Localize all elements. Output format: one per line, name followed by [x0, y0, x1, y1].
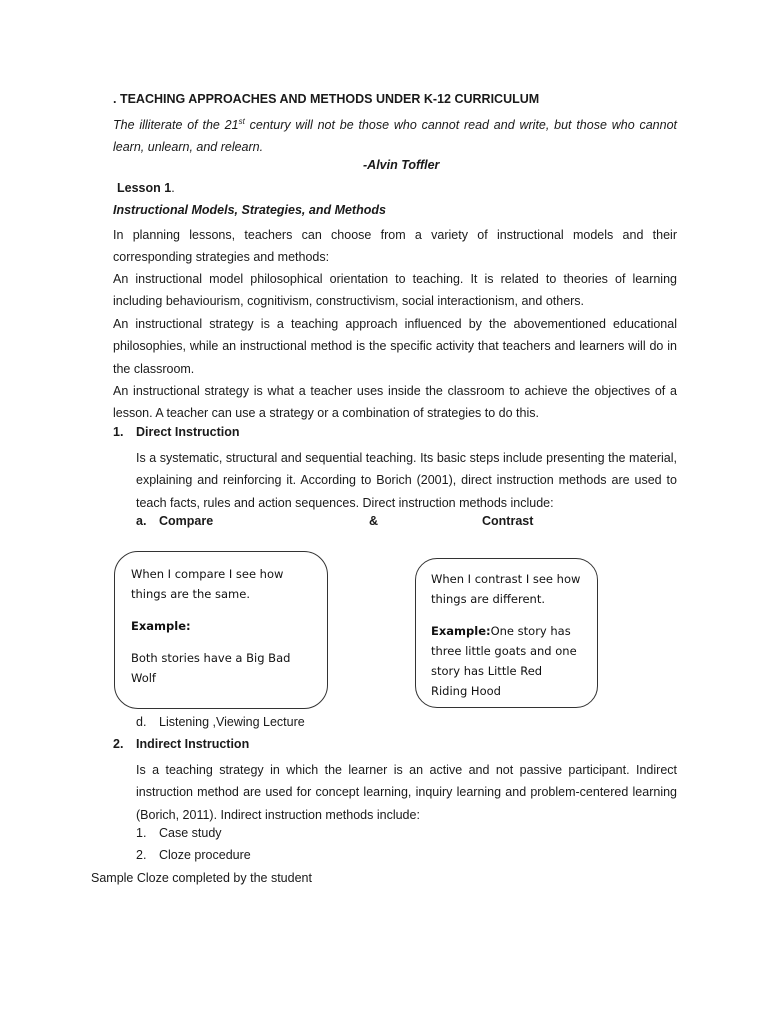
quote-text-post: century will not be those who cannot read and write, but those who cannot learn, unlearn, and relearn. [113, 118, 677, 155]
lesson-subtitle: Instructional Models, Strategies, and Methods [113, 203, 386, 217]
contrast-box-example-text: One story has three little goats and one story has Little Red Riding Hood [431, 624, 577, 698]
contrast-box-example [431, 621, 581, 701]
indirect-body: Is a teaching strategy in which the learner is an active and not passive participant. Indirect instruction method are used for concept learning, inquiry learning and problem-centered learning (Borich, 2011). Indirect instruction methods include: [136, 763, 677, 822]
item-a-contrast: Contrast [482, 514, 534, 528]
paragraph-2: An instructional model philosophical orientation to teaching. It is related to theories of learning including behaviourism, cognitivism, constructivism, social interactionism, and others. [113, 272, 677, 309]
compare-box [114, 551, 328, 709]
indirect-heading-num: 2. [113, 737, 124, 751]
paragraph-1: In planning lessons, teachers can choose from a variety of instructional models and their corresponding strategies and methods: [113, 228, 677, 265]
indirect-item-2-num: 2. [136, 848, 147, 862]
direct-body: Is a systematic, structural and sequential teaching. Its basic steps include presenting the material, explaining and reinforcing it. According to Borich (2001), direct instruction methods are used to teach facts, rules and action sequences. Direct instruction methods include: [136, 451, 677, 510]
indirect-item-1 [136, 826, 222, 840]
indirect-item-1-text: Case study [159, 826, 222, 840]
item-d-num: d. [136, 715, 147, 729]
direct-heading-num: 1. [113, 425, 124, 439]
contrast-box [415, 558, 598, 708]
lesson-label-dot: . [171, 181, 175, 195]
contrast-box-text: When I contrast I see how things are different. [431, 572, 581, 606]
item-a [136, 514, 213, 528]
item-a-num: a. [136, 514, 147, 528]
paragraph-3: An instructional strategy is a teaching approach influenced by the abovementioned educational philosophies, while an instructional method is the specific activity that teachers and learners will do in the classroom. [113, 317, 677, 376]
item-a-ampersand: & [369, 514, 379, 528]
indirect-item-2 [136, 848, 251, 862]
direct-heading-text: Direct Instruction [136, 425, 240, 439]
document-title: . TEACHING APPROACHES AND METHODS UNDER K-12 CURRICULUM [113, 92, 540, 106]
lesson-label [117, 181, 175, 195]
quote-text [113, 111, 677, 159]
compare-box-example-label: Example: [131, 619, 191, 633]
compare-box-text: When I compare I see how things are the same. [131, 567, 284, 601]
cloze-caption: Sample Cloze completed by the student [91, 871, 312, 885]
quote-sup: st [238, 117, 245, 126]
item-d-text: Listening ,Viewing Lecture [159, 715, 305, 729]
compare-box-example-text: Both stories have a Big Bad Wolf [131, 651, 291, 685]
lesson-label-text: Lesson 1 [117, 181, 172, 195]
indirect-heading [113, 737, 249, 751]
indirect-item-1-num: 1. [136, 826, 147, 840]
contrast-box-example-label: Example: [431, 624, 491, 638]
quote-text-pre: The illiterate of the 21 [113, 118, 239, 133]
paragraph-4: An instructional strategy is what a teacher uses inside the classroom to achieve the objectives of a lesson. A teacher can use a strategy or a combination of strategies to do this. [113, 384, 677, 421]
item-a-compare: Compare [159, 514, 214, 528]
quote-author: -Alvin Toffler [363, 158, 440, 172]
direct-heading [113, 425, 240, 439]
item-d [136, 715, 305, 729]
indirect-item-2-text: Cloze procedure [159, 848, 251, 862]
indirect-heading-text: Indirect Instruction [136, 737, 250, 751]
